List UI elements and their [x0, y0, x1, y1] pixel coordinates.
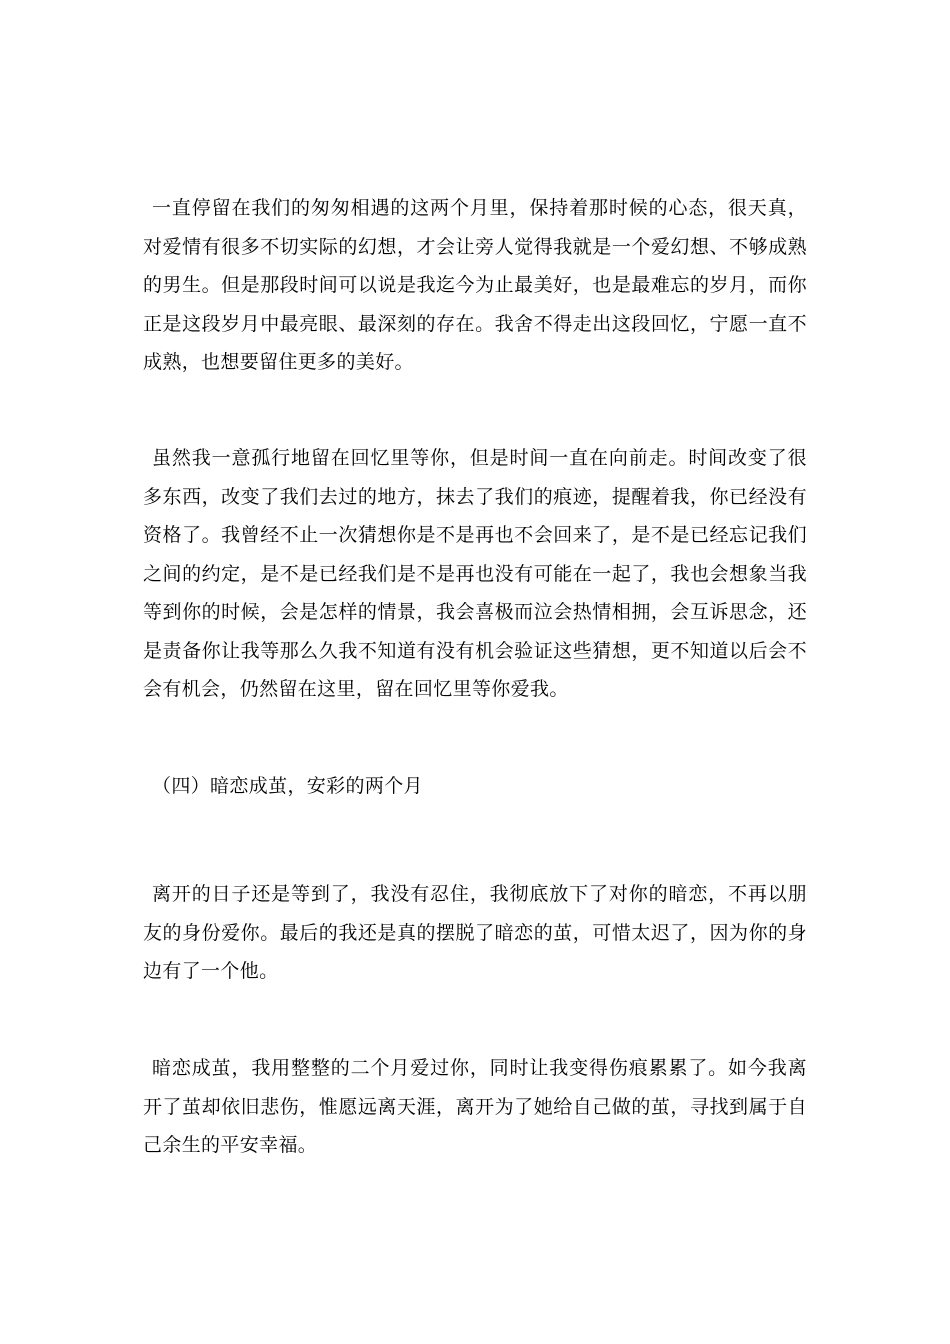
paragraph: 离开的日子还是等到了，我没有忍住，我彻底放下了对你的暗恋，不再以朋友的身份爱你。最后的我还是真的摆脱了暗恋的茧，可惜太迟了，因为你的身边有了一个他。	[143, 883, 807, 982]
paragraph: 虽然我一意孤行地留在回忆里等你，但是时间一直在向前走。时间改变了很多东西，改变了我们去过的地方，抹去了我们的痕迹，提醒着我，你已经没有资格了。我曾经不止一次猜想你是不是再也不会回来了，是不是已经忘记我们之间的约定，是不是已经我们是不是再也没有可能在一起了，我也会想象当我等到你的时候，会是怎样的情景，我会喜极而泣会热情相拥，会互诉思念，还是责备你让我等那么久我不知道有没有机会验证这些猜想，更不知道以后会不会有机会，仍然留在这里，留在回忆里等你爱我。	[143, 447, 807, 700]
paragraph: 一直停留在我们的匆匆相遇的这两个月里，保持着那时候的心态，很天真，对爱情有很多不切实际的幻想，才会让旁人觉得我就是一个爱幻想、不够成熟的男生。但是那段时间可以说是我迄今为止最美好，也是最难忘的岁月，而你正是这段岁月中最亮眼、最深刻的存在。我舍不得走出这段回忆，宁愿一直不成熟，也想要留住更多的美好。	[143, 197, 807, 373]
section-heading: （四）暗恋成茧，安彩的两个月	[152, 775, 423, 797]
paragraph: 暗恋成茧，我用整整的二个月爱过你，同时让我变得伤痕累累了。如今我离开了茧却依旧悲伤，惟愿远离天涯，离开为了她给自己做的茧，寻找到属于自己余生的平安幸福。	[143, 1057, 807, 1156]
